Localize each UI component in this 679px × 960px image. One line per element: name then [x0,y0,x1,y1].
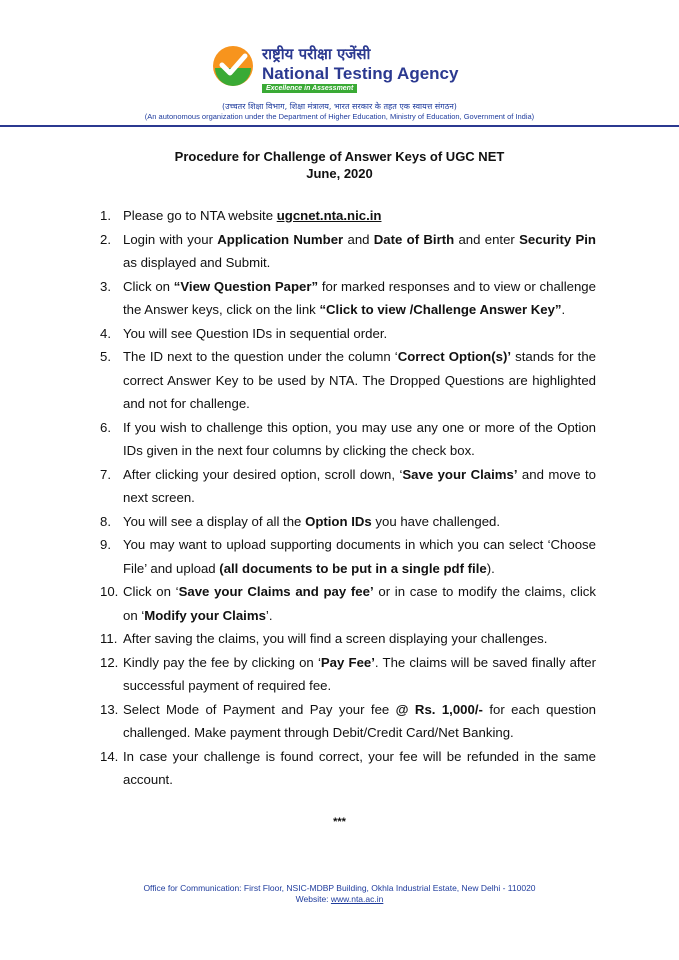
step-fragment: . The claims will be saved finally after successful payment of required fee. [123,654,596,693]
step-text [123,416,596,463]
step-fragment: The ID next to the question under the column ‘ [123,349,398,364]
letterhead [0,0,679,128]
step-emphasis: “Click to view /Challenge Answer Key” [319,302,562,317]
step-fragment: You will see Question IDs in sequential order. [123,325,388,341]
procedure-steps [0,204,679,792]
step-fragment: for each question challenged. Make payment through Debit/Credit Card/Net Banking. [123,701,596,740]
step-item [0,627,679,651]
step-fragment: You will see a display of all the [123,513,306,529]
step-fragment: Click on ‘ [123,584,179,599]
step-text [123,698,596,745]
step-fragment: stands for the correct Answer Key to be used by NTA. The Dropped Questions are highlighted and not for challenge. [123,349,596,411]
step-emphasis: (all documents to be put in a single pdf file [219,560,487,576]
step-number: 11. [100,631,118,646]
step-emphasis: Pay Fee’ [320,654,375,670]
step-item [0,345,679,416]
step-number: 3. [100,278,111,294]
step-fragment: In case your challenge is found correct, your fee will be refunded in the same account. [123,748,596,787]
step-text [123,533,596,580]
footer [0,883,679,905]
step-fragment: Login with your [123,231,218,247]
step-emphasis: Security Pin [519,231,596,247]
footer-address: Office for Communication: First Floor, NSIC-MDBP Building, Okhla Industrial Estate, New Delhi - 110020 [143,883,536,893]
step-text [123,627,596,651]
step-emphasis: Correct Option(s)’ [397,349,512,364]
step-text [123,510,596,534]
step-number: 1. [100,208,111,223]
website-label: Website: [295,894,331,904]
step-number: 5. [100,349,111,364]
step-number: 7. [100,466,111,482]
step-emphasis: Application Number [217,231,344,247]
step-fragment: for marked responses and to view or challenge the Answer keys, click on the link [123,278,596,317]
step-emphasis: “View Question Paper” [173,278,319,294]
step-fragment: Kindly pay the fee by clicking on ‘ [123,654,321,670]
step-fragment: or in case to modify the claims, click on ‘ [123,584,596,623]
step-emphasis: Modify your Claims [144,607,266,623]
document-title [0,148,679,182]
step-item [0,275,679,322]
step-text [123,651,596,698]
step-item [0,510,679,534]
step-text [123,580,596,627]
step-item [0,228,679,275]
nta-logo-icon [211,44,255,88]
agency-subtitle: (An autonomous organization under the Department of Higher Education, Ministry of Education, Government of India) [144,112,535,121]
step-fragment: Click on [123,278,174,294]
step-number: 4. [100,325,111,341]
step-emphasis: Save your Claims’ [402,466,518,482]
step-text [123,228,596,275]
step-item [0,533,679,580]
step-fragment: and move to next screen. [123,466,596,505]
step-fragment: If you wish to challenge this option, you may use any one or more of the Option IDs given in the next four columns by clicking the check box. [123,419,596,458]
step-text [123,463,596,510]
step-fragment: as displayed and Submit. [123,255,271,270]
step-number: 13. [100,701,119,717]
step-emphasis: @ Rs. 1,000/- [395,701,483,717]
step-fragment: you have challenged. [371,513,501,529]
footer-website [0,894,679,905]
end-mark: *** [333,816,346,828]
step-fragment: After saving the claims, you will find a screen displaying your challenges. [123,631,548,646]
step-fragment: and enter [454,231,520,247]
step-number: 8. [100,513,111,529]
step-fragment: Please go to NTA website [123,208,277,223]
step-item [0,651,679,698]
step-emphasis: Option IDs [305,513,372,529]
step-item [0,463,679,510]
step-item [0,322,679,346]
step-text [123,204,596,228]
step-text [123,322,596,346]
step-number: 6. [100,419,111,435]
title-line-1: Procedure for Challenge of Answer Keys of UGC NET [174,149,505,164]
agency-name: National Testing Agency [262,64,459,83]
step-number: 10. [100,584,119,599]
step-text [123,275,596,322]
step-number: 14. [100,748,119,764]
step-text [123,745,596,792]
step-fragment: Select Mode of Payment and Pay your fee [123,701,396,717]
step-number: 9. [100,537,111,552]
step-number: 2. [100,231,111,247]
agency-tagline: Excellence in Assessment [262,84,357,93]
step-item [0,698,679,745]
step-text [123,345,596,416]
step-emphasis: Save your Claims and pay fee’ [178,584,374,599]
step-item [0,745,679,792]
agency-hindi-name: राष्ट्रीय परीक्षा एजेंसी [262,45,371,63]
step-fragment: You may want to upload supporting documents in which you can select ‘Choose File’ and upload [123,537,596,576]
step-emphasis: Date of Birth [373,231,455,247]
website-url-link[interactable]: ugcnet.nta.nic.in [276,208,382,223]
header-divider [0,125,679,127]
step-fragment: After clicking your desired option, scroll down, ‘ [123,466,403,482]
step-item [0,416,679,463]
step-item [0,204,679,228]
step-fragment: ’. [265,607,273,623]
step-item [0,580,679,627]
step-fragment: and [343,231,374,247]
title-line-2: June, 2020 [306,166,373,181]
step-number: 12. [100,654,119,670]
website-link[interactable]: www.nta.ac.in [330,894,384,904]
agency-hindi-subtitle: (उच्चतर शिक्षा विभाग, शिक्षा मंत्रालय, भारत सरकार के तहत एक स्वायत्त संगठन) [222,102,457,111]
step-fragment: . [561,302,566,317]
step-link[interactable] [277,208,382,223]
step-fragment: ). [486,560,495,576]
